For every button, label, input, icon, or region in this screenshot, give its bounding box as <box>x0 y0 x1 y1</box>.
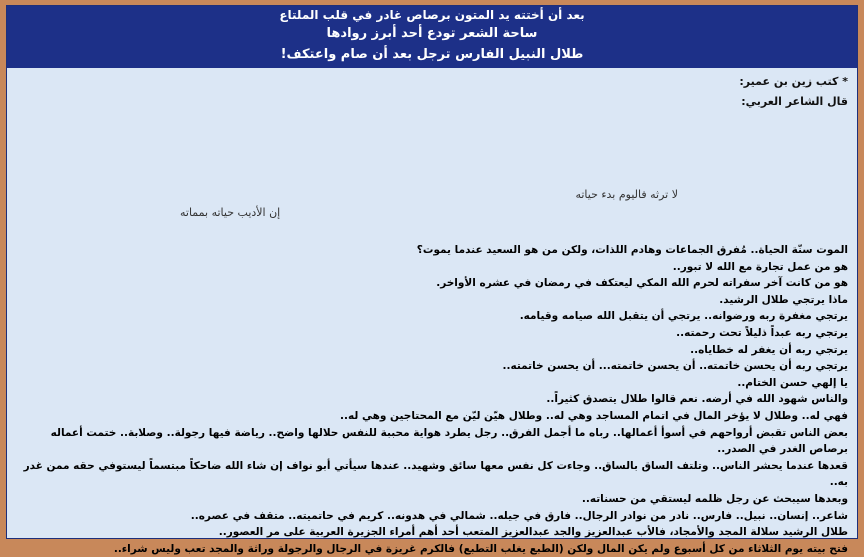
paragraph: بعض الناس تقبض أرواحهم في أسوأ أعمالها.. رباه ما أجمل الفرق.. رجل يطرد هواية محببة للنفس حلالها واضح.. رياضة فيها رجولة.. وصلابة.. ختمت أعماله برصاص الغدر في الصدر.. <box>50 426 848 456</box>
paragraph: يرتجي ربه أن يحسن خاتمته.. أن يحسن خاتمته... أن يحسن خاتمته.. <box>502 360 848 373</box>
paragraph: شاعر.. إنسان.. نبيل.. فارس.. نادر من نوادر الرجال.. فارق في جيله.. شمالي في هدونه.. كريم في حاتميته.. متقف في عصره.. <box>190 509 848 522</box>
paragraph: هو من عمل تجارة مع الله لا تبور.. <box>672 260 848 273</box>
paragraph: يرتجي ربه أن يغفر له خطاياه.. <box>690 343 848 356</box>
poem-verse-2: إن الأديب حياته بمماته <box>180 206 281 219</box>
paragraph: الموت سنّة الحياة.. مُفرق الجماعات وهادم اللذات، ولكن من هو السعيد عندما يموت؟ <box>416 244 848 256</box>
header-line-3: طلال النبيل الفارس ترجل بعد أن صام واعتكف! <box>280 47 584 62</box>
paragraph: هو من كانت آخر سفراته لحرم الله المكي ليعتكف في رمضان في عشره الأواخر. <box>436 277 848 290</box>
paragraph: يا إلهي حسن الختام.. <box>737 376 848 389</box>
paragraph: يرتجي مغفرة ربه ورضوانه.. يرتجي أن يتقبل الله صيامه وقيامه. <box>519 310 848 323</box>
paragraph: ماذا يرتجي طلال الرشيد. <box>719 293 848 306</box>
header-line-1: بعد أن أختته يد المتون برصاص غادر في قلب الملتاع <box>279 8 585 22</box>
article-body <box>16 242 848 557</box>
article-frame <box>6 5 858 555</box>
paragraph: يرتجي ربه عبداً ذليلاً تحت رحمته.. <box>676 326 848 339</box>
paragraph: فهي له.. وطلال لا يؤخر المال في اتمام المساجد وهي له.. وطلال هيّن ليّن مع المحتاجين وهي له.. <box>340 409 848 422</box>
paragraph: والناس شهود الله في أرضه. نعم قالوا طلال يتصدق كثيراً.. <box>546 393 848 406</box>
paragraph: طلال الرشيد سلالة المجد والأمجاد، فالأب عبدالعزيز والجد عبدالعزيز المتعب أحد أهم أمراء الجزيرة العربية على مر العصور.. <box>218 526 848 539</box>
paragraph: فتح بيته يوم الثلاثاء من كل أسبوع ولم يكن المال ولكن (الطبع يغلب التطبع) فالكرم غريزة في الرجال والرجولة وراثة والمجد تعب وليس شراء.. <box>113 542 848 555</box>
paragraph: قعدها عندما يحشر الناس.. وتلتف الساق بالساق.. وجاءت كل نفس معها سائق وشهيد.. عندها سيأتي أبو نواف إن شاء الله ضاحكاً مبتسماً ليستوفي حقه ممن غدر به.. <box>23 459 848 489</box>
paragraph: وبعدها سيبحث عن رجل ظلمه ليستقي من حسناته.. <box>581 492 848 505</box>
byline: * كتب زين بن عمير: <box>739 75 848 88</box>
article-header <box>7 6 857 68</box>
poem-verse-1: لا ترثه فاليوم بدء حياته <box>575 188 678 201</box>
poem-intro: قال الشاعر العربي: <box>741 95 848 108</box>
header-line-2: ساحة الشعر تودع أحد أبرز روادها <box>326 26 538 41</box>
article-content <box>7 68 857 557</box>
poem-verses <box>16 112 848 242</box>
